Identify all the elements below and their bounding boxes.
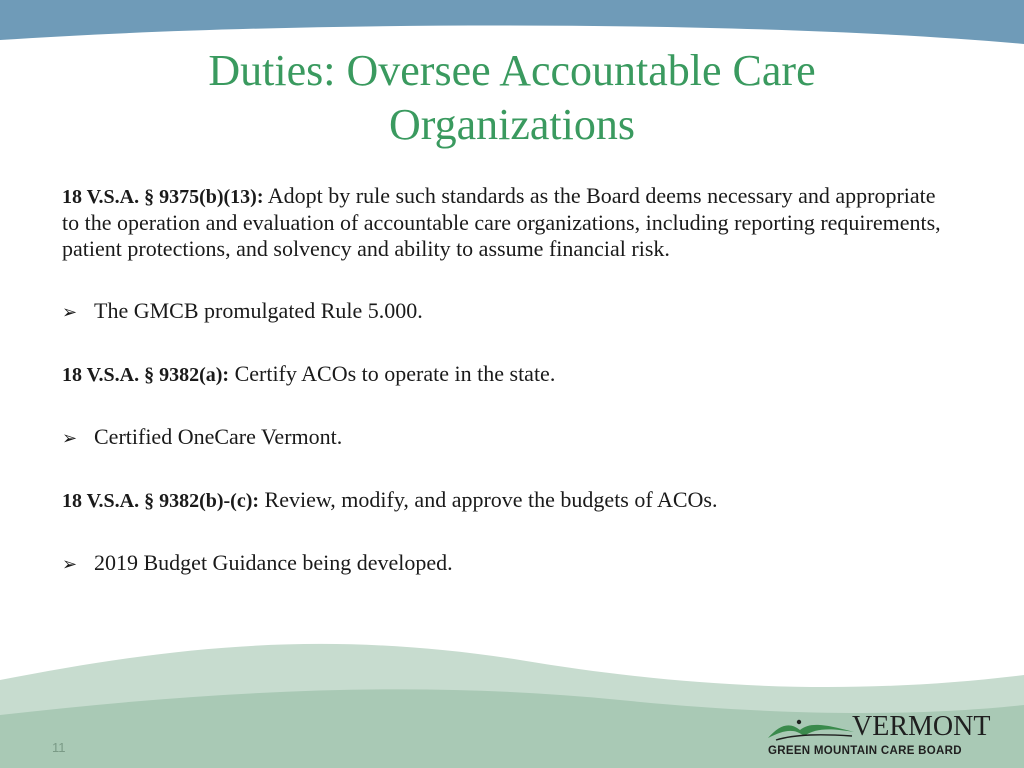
statute-paragraph-9375 — [62, 183, 942, 262]
statute-citation: 18 V.S.A. § 9375(b)(13): — [62, 186, 264, 208]
slide-number: 11 — [52, 740, 66, 755]
statute-text: Adopt by rule such standards as the Board deems necessary and appropriate to the operation and evaluation of accountable care organizations, including reporting requirements, patient protections, and solvency and ability to assume financial risk. — [62, 183, 941, 261]
logo-wordmark: VERMONT — [852, 711, 991, 742]
slide-body — [62, 183, 942, 577]
mountain-logo-icon — [766, 716, 856, 742]
bullet-item — [62, 550, 942, 577]
statute-paragraph-9382a — [62, 361, 942, 388]
slide-title: Duties: Oversee Accountable Care Organizations — [208, 46, 816, 149]
logo-subtitle: GREEN MOUNTAIN CARE BOARD — [768, 745, 962, 757]
bullet-text: Certified OneCare Vermont. — [94, 424, 343, 449]
bullet-item — [62, 298, 942, 325]
arrow-bullet-icon: ➢ — [62, 302, 78, 322]
gmcb-logo — [764, 712, 1008, 760]
statute-citation: 18 V.S.A. § 9382(a): — [62, 364, 230, 386]
statute-text: Review, modify, and approve the budgets of ACOs. — [259, 487, 718, 512]
bullet-item — [62, 424, 942, 451]
bullet-text: The GMCB promulgated Rule 5.000. — [94, 298, 423, 323]
arrow-bullet-icon: ➢ — [62, 428, 78, 448]
statute-text: Certify ACOs to operate in the state. — [229, 361, 556, 386]
statute-paragraph-9382bc — [62, 487, 942, 514]
statute-citation: 18 V.S.A. § 9382(b)-(c): — [62, 490, 260, 512]
bullet-text: 2019 Budget Guidance being developed. — [94, 550, 453, 575]
arrow-bullet-icon: ➢ — [62, 554, 78, 574]
